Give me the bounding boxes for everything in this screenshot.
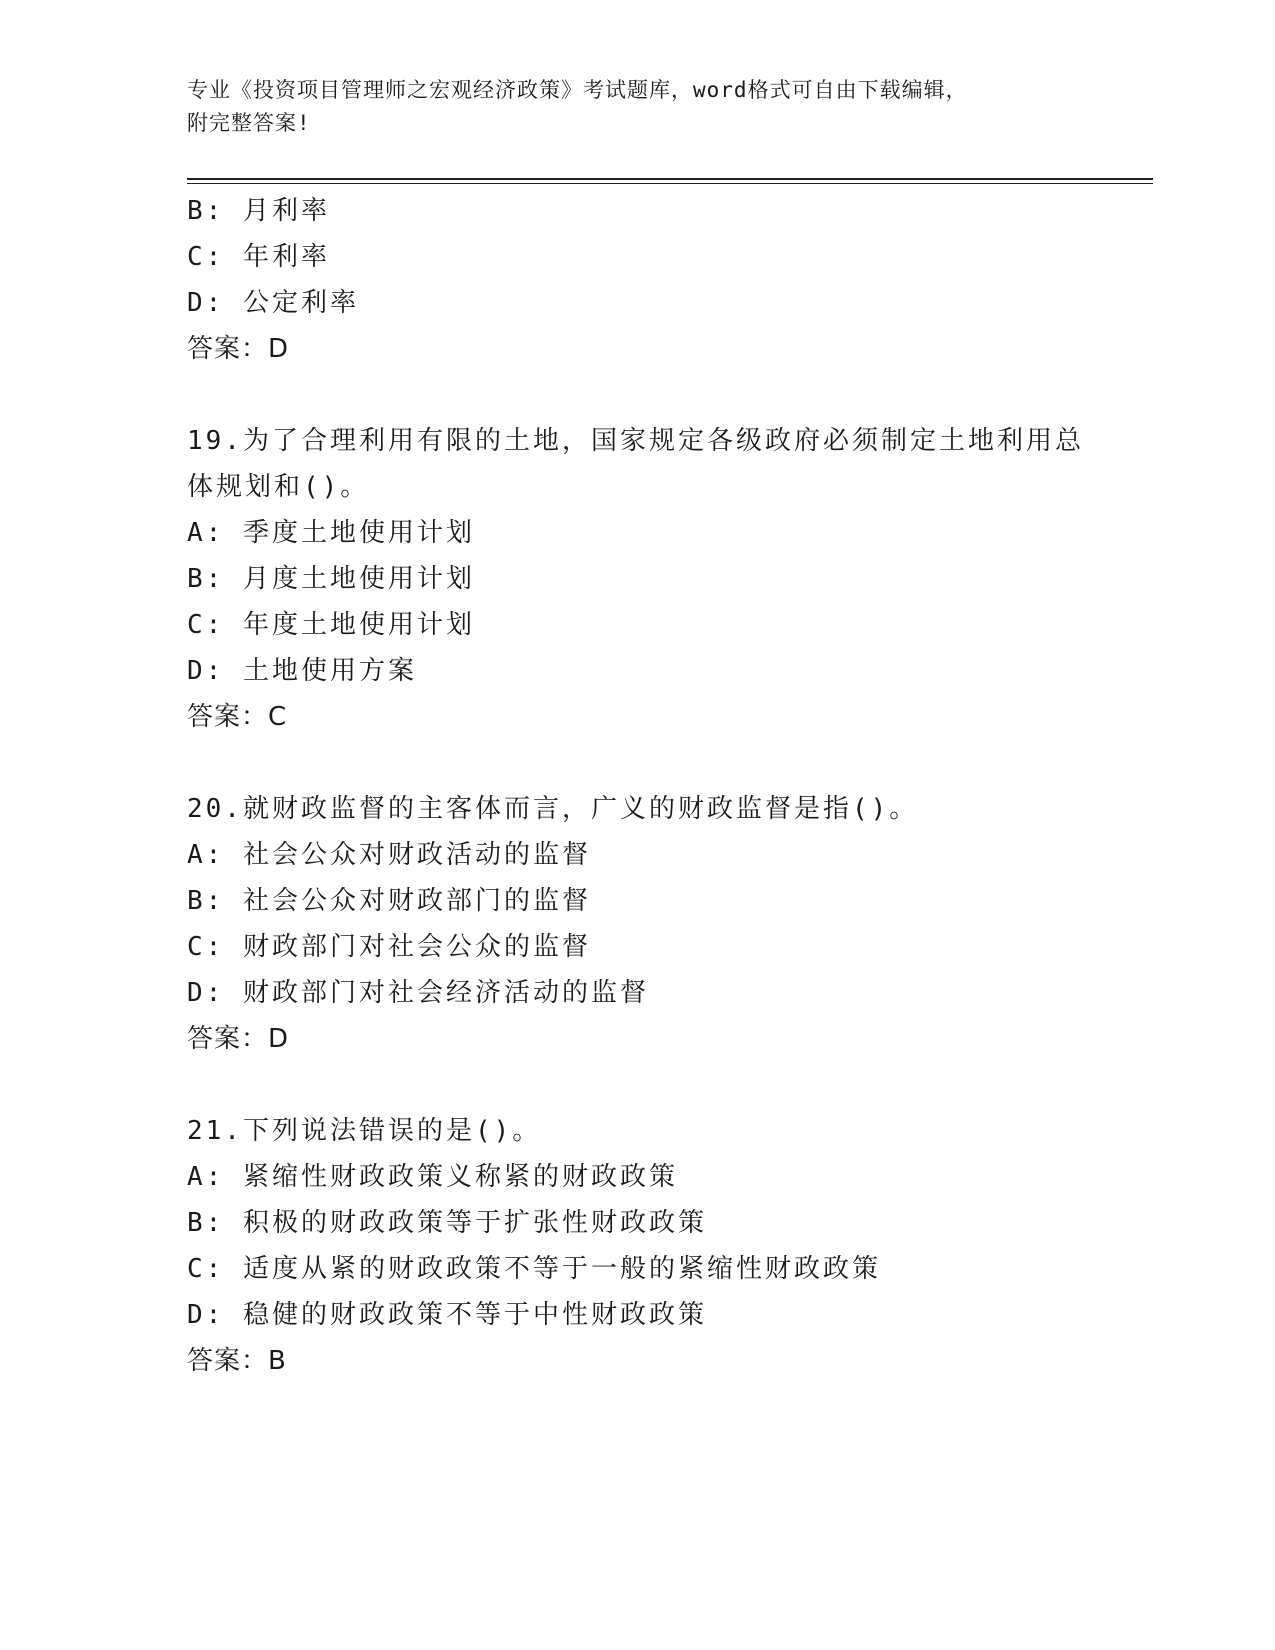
option-d: D: 土地使用方案 [187, 656, 417, 686]
answer-label: 答案：D [187, 334, 290, 364]
question-block-18 [187, 188, 1107, 372]
question-block-19 [187, 418, 1107, 740]
question-stem: 20.就财政监督的主客体而言，广义的财政监督是指()。 [187, 794, 919, 824]
header-line-2: 附完整答案! [187, 111, 311, 135]
header-divider-thick [187, 178, 1153, 180]
option-d: D: 稳健的财政政策不等于中性财政政策 [187, 1300, 707, 1330]
option-a: A: 季度土地使用计划 [187, 518, 475, 548]
option-c: C: 适度从紧的财政政策不等于一般的紧缩性财政政策 [187, 1254, 881, 1284]
option-b: B: 社会公众对财政部门的监督 [187, 886, 591, 916]
option-b: B: 月利率 [187, 196, 330, 226]
header-divider-thin [187, 183, 1153, 184]
document-header [187, 74, 1067, 140]
question-stem: 19.为了合理利用有限的土地，国家规定各级政府必须制定土地利用总 [187, 426, 1084, 456]
option-b: B: 积极的财政政策等于扩张性财政政策 [187, 1208, 707, 1238]
answer-label: 答案：B [187, 1346, 287, 1376]
option-d: D: 公定利率 [187, 288, 359, 318]
question-stem: 21.下列说法错误的是()。 [187, 1116, 542, 1146]
option-d: D: 财政部门对社会经济活动的监督 [187, 978, 649, 1008]
option-c: C: 年度土地使用计划 [187, 610, 475, 640]
option-c: C: 财政部门对社会公众的监督 [187, 932, 591, 962]
question-list [187, 188, 1107, 1384]
option-a: A: 社会公众对财政活动的监督 [187, 840, 591, 870]
option-b: B: 月度土地使用计划 [187, 564, 475, 594]
answer-label: 答案：C [187, 702, 288, 732]
option-a: A: 紧缩性财政政策义称紧的财政政策 [187, 1162, 678, 1192]
answer-label: 答案：D [187, 1024, 290, 1054]
question-stem-continued: 体规划和()。 [187, 472, 370, 502]
header-line-1: 专业《投资项目管理师之宏观经济政策》考试题库，word格式可自由下载编辑， [187, 78, 968, 102]
option-c: C: 年利率 [187, 242, 330, 272]
question-block-20 [187, 786, 1107, 1062]
question-block-21 [187, 1108, 1107, 1384]
